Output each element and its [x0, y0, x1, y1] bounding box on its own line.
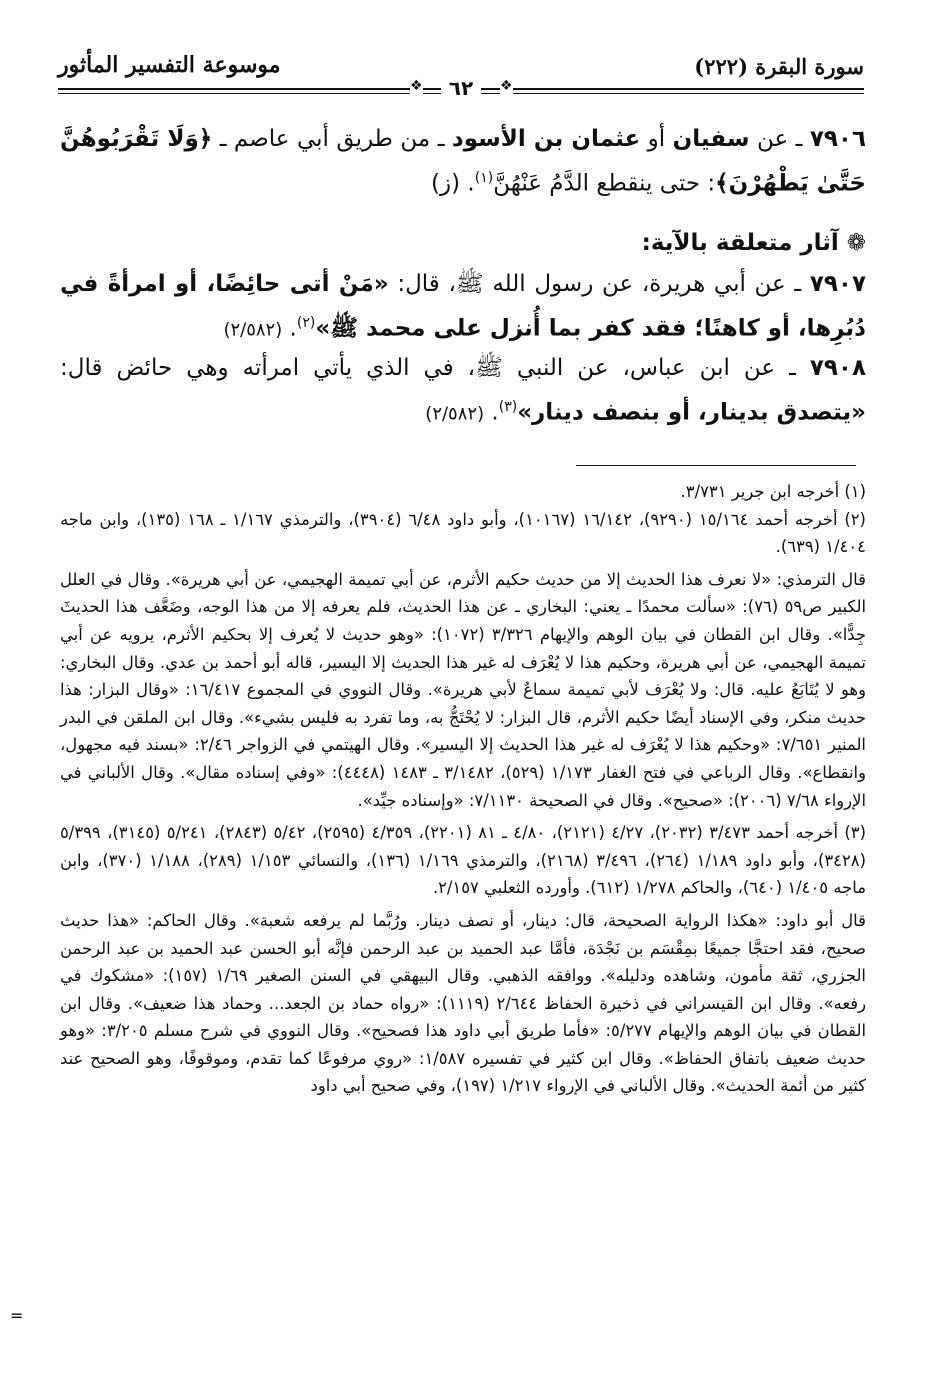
footnote-2-commentary: قال الترمذي: «لا نعرف هذا الحديث إلا من حديث حكيم الأثرم، عن أبي تميمة الهجيمي، عن أبي هريرة». وقال في العلل الكبير ص٥٩ (٧٦): «سألت محمدًا ـ يعني: البخاري ـ عن هذا الحديث، فلم يعرفه إلا من هذا الوجه، وضَعَّف هذا الحديثَ جِدًّا». وقال ابن القطان في بيان الوهم والإيهام ٣/٣٢٦ (١٠٧٢): «وهو حديث لا يُعرف إلا بحكيم الأثرم، يرويه عن أبي تميمة الهجيمي، عن أبي هريرة، وحكيم هذا لا يُعْرَف له غير هذا الحديث إلا اليسير، قاله أبو أحمد بن عدي. وقال البخاري: وهو لا يُتَابَعُ عليه. قال: ولا يُعْرَف لأبي تميمة سماعٌ لأبي هريرة». وقال النووي في المجموع ١٦/٤١٧: «وقال البزار: هذا حديث منكر، وفي الإسناد أيضًا حكيم الأثرم، قال البزار: لا يُحْتَجُّ به، وما تفرد به فليس بشيء». وقال ابن الملقن في البدر المنير ٧/٦٥١: «وحكيم هذا لا يُعْرَف له غير هذا الحديث إلا اليسير». وقال الهيتمي في الزواجر ٢/٤٦: «بسند فيه مجهول، وانقطاع». وقال الرباعي في فتح الغفار ١/١٧٣ (٥٢٩)، ٣/١٤٨٢ ـ ١٤٨٣ (٤٤٤٨): «وفي إسناده مقال». وقال الألباني في الإرواء ٧/٦٨ (٢٠٠٦): «صحيح». وقال في الصحيحة ٧/١١٣٠: «وإسناده جيِّد».	[60, 569, 867, 810]
footnote-3-commentary: قال أبو داود: «هكذا الرواية الصحيحة، قال: دينار، أو نصف دينار. ورُبَّما لم يرفعه شعبة». وقال الحاكم: «هذا حديث صحيح، فقد احتجَّا جميعًا بمِقْسَم بن نَجْدَة، فأمَّا عبد الحميد بن عبد الرحمن فإنَّه أبو الحسن عبد الحميد بن عبد الرحمن الجزري، ثقة مأمون، وشاهده ودليله». ووافقه الذهبي. وقال البيهقي في السنن الصغير ١/٦٩ (١٥٧): «مشكوك في رفعه». وقال ابن القيسراني في ذخيرة الحفاظ ٢/٦٤٤ (١١١٩): «رواه حماد بن الجعد... وحماد هذا ضعيف». وقال ابن القطان في بيان الوهم والإيهام ٥/٢٧٧: «فأما طريق أبي داود هذا فصحيح». وقال النووي في شرح مسلم ٣/٢٠٥: «وهو حديث ضعيف باتفاق الحفاظ». وقال ابن كثير في تفسيره ١/٥٨٧: «روي مرفوعًا كما تقدم، وموقوفًا، وهو الصحيح عند كثير من أئمة الحديث». وقال الألباني في الإرواء ١/٢١٧ (١٩٧)، وفي صحيح أبي داود	[60, 910, 866, 1096]
footnote-2: (٢) أخرجه أحمد ١٥/١٦٤ (٩٢٩٠)، ١٦/١٤٢ (١٠١٦٧)، وأبو داود ٦/٤٨ (٣٩٠٤)، والترمذي ١/١٦٧ ـ ١٦٨ (١٣٥)، وابن ماجه ١/٤٠٤ (٦٣٩).	[60, 509, 866, 557]
section-title: ❁ آثار متعلقة بالآية:	[641, 229, 866, 256]
text: : حتى ينقطع الدَّمُ عَنْهُنَّ	[493, 170, 716, 197]
narration-number: ٧٩٠٨	[809, 355, 866, 382]
footnotes	[60, 478, 866, 1100]
footnote-marker[interactable]: (١)	[474, 170, 494, 186]
narration-7908	[60, 349, 866, 434]
continuation-mark: =	[10, 1306, 24, 1325]
footnote-1: (١) أخرجه ابن جرير ٣/٧٣١.	[680, 482, 866, 501]
hadith-text: «مَنْ أتى حائِضًا، أو امرأةً في دُبُرِها، أو كاهنًا؛ فقد كفر بما أُنزل على محمد ﷺ»	[60, 270, 866, 342]
narration-number: ٧٩٠٦	[809, 126, 867, 152]
page-number: ٦٢	[441, 76, 481, 100]
text: . (ز)	[431, 170, 475, 197]
text: ـ من طريق أبي عاصم ـ	[212, 126, 452, 152]
volume-reference: (٢/٥٨٢)	[425, 403, 485, 425]
footnote-marker[interactable]: (٣)	[498, 399, 518, 416]
text: أو	[640, 126, 673, 152]
page-header	[58, 48, 864, 100]
volume-reference: (٢/٥٨٢)	[223, 319, 283, 341]
text: .	[484, 399, 499, 426]
narration-7906	[60, 120, 866, 204]
footnote-separator	[576, 465, 856, 466]
ornament-icon: ❖	[410, 78, 423, 94]
footnote-marker[interactable]: (٢)	[296, 314, 316, 331]
surah-title: سورة البقرة (٢٢٢)	[694, 54, 864, 79]
hadith-text: «يتصدق بدينار، أو بنصف دينار»	[517, 399, 866, 426]
book-title: موسوعة التفسير المأثور	[58, 52, 281, 78]
main-text	[60, 120, 866, 434]
narration-7907	[60, 265, 866, 350]
quran-verse: ﴿وَلَا تَقْرَبُوهُنَّ حَتَّىٰ يَطْهُرْنَ﴾	[60, 126, 866, 197]
text: .	[282, 315, 297, 342]
narration-number: ٧٩٠٧	[809, 270, 866, 297]
narrator-name: عثمان بن الأسود	[451, 126, 641, 152]
text: ـ عن	[749, 126, 810, 152]
footnote-3: (٣) أخرجه أحمد ٣/٤٧٣ (٢٠٣٢)، ٤/٢٧ (٢١٢١)، ٤/٨٠ ـ ٨١ (٢٢٠١)، ٤/٣٥٩ (٢٥٩٥)، ٥/٤٢ (٢٨٤٣)، ٥/٢٤١ (٣١٤٥)، ٥/٣٩٩ (٣٤٢٨)، وأبو داود ١/١٨٩ (٢٦٤)، ٣/٤٩٦ (٢١٦٨)، والترمذي ١/١٦٩ (١٣٦)، والنسائي ١/١٥٣ (٢٨٩)، ١/١٨٨ (٣٧٠)، وابن ماجه ١/٤٠٥ (٦٤٠)، والحاكم ١/٢٧٨ (٦١٢). وأورده الثعلبي ٢/١٥٧.	[60, 823, 866, 898]
text: ـ عن أبي هريرة، عن رسول الله ﷺ، قال:	[388, 270, 810, 297]
narrator-name: سفيان	[672, 126, 750, 152]
ornament-icon: ❖	[500, 78, 513, 94]
text: ـ عن ابن عباس، عن النبي ﷺ، في الذي يأتي امرأته وهي حائض قال:	[60, 355, 810, 382]
